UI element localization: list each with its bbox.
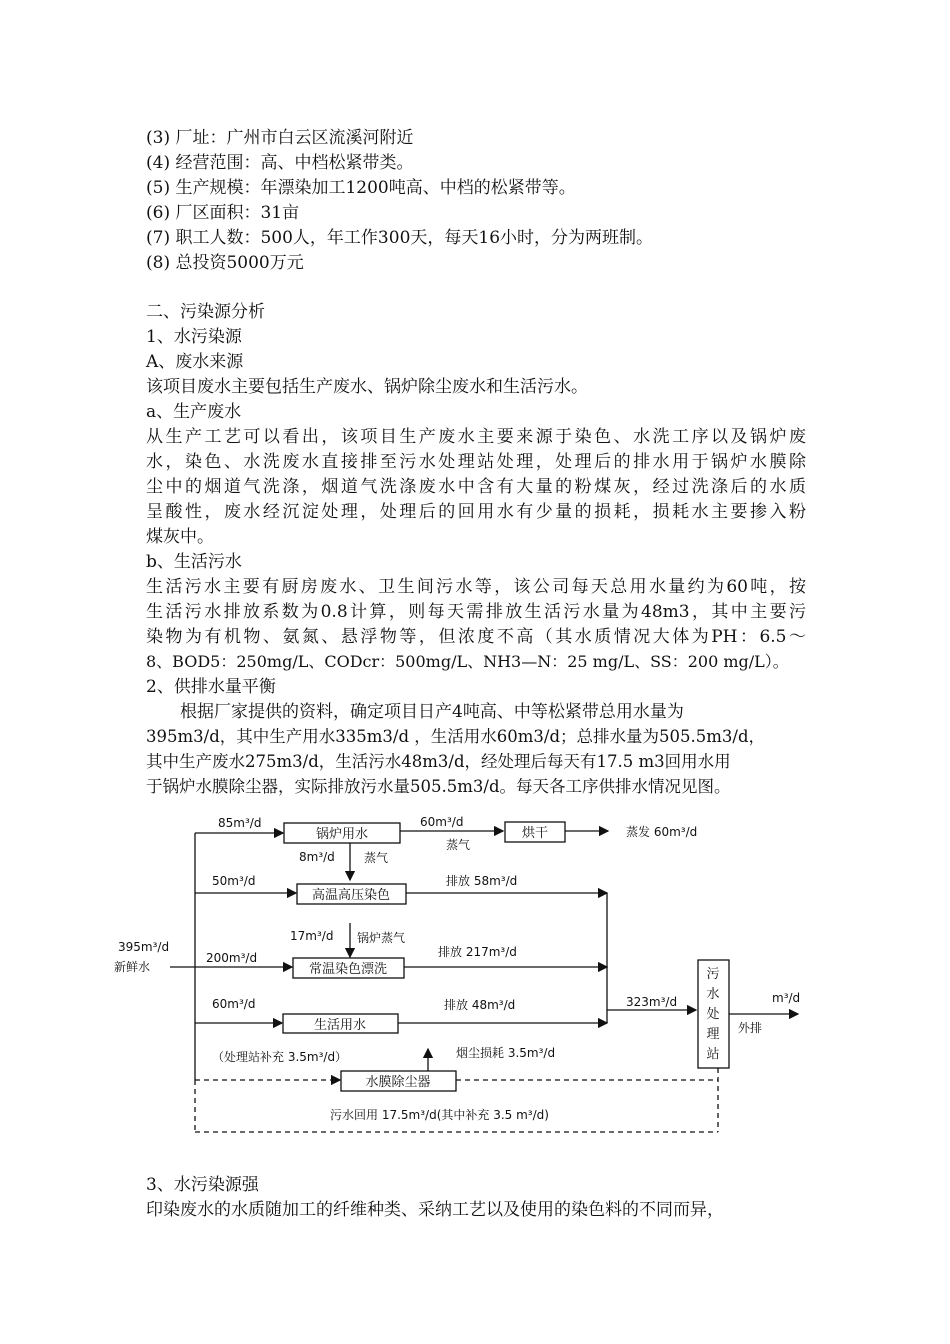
label-station-supplement: （处理站补充 3.5m³/d） [212,1050,348,1064]
label-out-60: 60m³/d [420,815,464,829]
box-domestic-water [283,1014,398,1033]
station-char: 理 [706,1027,720,1042]
subheading-water-balance: 2、供排水量平衡 [146,677,276,697]
label-out-unit: m³/d [772,991,801,1005]
box-scrubber-label: 水膜除尘器 [365,1075,431,1090]
label-in-200: 200m³/d [206,951,258,965]
info-line-4: (4) 经营范围：高、中档松紧带类。 [146,153,414,173]
info-line-3: (3) 厂址：广州市白云区流溪河附近 [146,128,414,148]
station-char: 处 [706,1007,720,1022]
production-paragraph-line: 煤灰中。 [146,527,214,547]
label-discharge-48: 排放 48m³/d [444,998,516,1012]
balance-paragraph-line: 395m3/d，其中生产用水335m3/d ，生活用水60m3/d；总排水量为505.5m3/d， [146,727,766,746]
info-line-6: (6) 厂区面积：31亩 [146,203,300,223]
station-char: 污 [706,967,720,982]
box-treatment-station [698,960,729,1068]
label-total-395: 395m³/d [118,940,170,954]
wastewater-intro: 该项目废水主要包括生产废水、锅炉除尘废水和生活污水。 [146,377,588,397]
label-17: 17m³/d [290,929,334,943]
domestic-paragraph-line: 生活污水排放系数为0.8计算，则每天需排放生活污水量为48m3，其中主要污 [146,602,806,622]
subheading-production-wastewater: a、生产废水 [146,402,242,422]
balance-paragraph-line: 根据厂家提供的资料，确定项目日产4吨高、中等松紧带总用水量为 [180,702,684,722]
box-domestic-label: 生活用水 [313,1018,367,1033]
box-normal-dyeing [293,958,404,978]
domestic-paragraph-line: 8、BOD5：250mg/L、CODcr：500mg/L、NH3—N：25 mg/L、SS：200 mg/L）。 [146,652,789,671]
box-scrubber [341,1071,456,1091]
production-paragraph-line: 尘中的烟道气洗涤，烟道气洗涤废水中含有大量的粉煤灰，经过洗涤后的水质 [146,477,806,497]
box-boiler-label: 锅炉用水 [315,827,369,842]
box-high-temp-dyeing [297,884,406,904]
station-char: 水 [706,987,720,1002]
box-dryer-label: 烘干 [521,826,549,841]
label-dust-loss: 烟尘损耗 3.5m³/d [456,1046,556,1060]
label-discharge-217: 排放 217m³/d [438,945,517,959]
label-recycle: 污水回用 17.5m³/d(其中补充 3.5 m³/d) [330,1108,549,1122]
subheading-wastewater-source: A、废水来源 [146,352,244,372]
label-to-station-323: 323m³/d [626,995,678,1009]
subheading-domestic-sewage: b、生活污水 [146,552,242,572]
balance-paragraph-line: 于锅炉水膜除尘器，实际排放污水量505.5m3/d。每天各工序供排水情况见图。 [146,777,731,796]
label-evaporation: 蒸发 60m³/d [626,825,698,839]
section-heading: 二、污染源分析 [146,302,265,322]
label-discharge-58: 排放 58m³/d [446,874,518,888]
label-fresh-water: 新鲜水 [114,960,151,974]
info-line-8: (8) 总投资5000万元 [146,253,304,273]
section3-paragraph-line: 印染废水的水质随加工的纤维种类、采纳工艺以及使用的染色料的不同而异， [146,1200,724,1220]
label-in-85: 85m³/d [218,816,262,830]
subheading-pollution-intensity: 3、水污染源强 [146,1175,259,1195]
label-in-60: 60m³/d [212,997,256,1011]
box-normal-label: 常温染色漂洗 [308,962,388,977]
station-char: 站 [706,1047,720,1062]
subheading-water-source: 1、水污染源 [146,327,242,347]
label-steam-2: 蒸气 [364,851,389,865]
label-steam: 蒸气 [446,838,471,852]
balance-paragraph-line: 其中生产废水275m3/d，生活污水48m3/d，经处理后每天有17.5 m3回用水用 [146,752,731,771]
info-line-5: (5) 生产规模：年漂染加工1200吨高、中档的松紧带等。 [146,178,576,198]
label-in-50: 50m³/d [212,874,256,888]
info-line-7: (7) 职工人数：500人，年工作300天，每天16小时，分为两班制。 [146,228,654,248]
label-8: 8m³/d [299,850,335,864]
box-boiler-water [284,823,400,843]
label-boiler-steam: 锅炉蒸气 [357,931,406,945]
domestic-paragraph-line: 染物为有机物、氨氮、悬浮物等，但浓度不高（其水质情况大体为PH：6.5～ [146,627,806,647]
box-dryer [505,822,565,842]
label-external-discharge: 外排 [738,1021,763,1035]
box-high-temp-label: 高温高压染色 [311,888,391,903]
production-paragraph-line: 呈酸性，废水经沉淀处理，处理后的回用水有少量的损耗，损耗水主要掺入粉 [146,502,806,522]
production-paragraph-line: 水，染色、水洗废水直接排至污水处理站处理，处理后的排水用于锅炉水膜除 [146,452,806,472]
domestic-paragraph-line: 生活污水主要有厨房废水、卫生间污水等，该公司每天总用水量约为60吨，按 [146,577,806,597]
water-balance-diagram [0,800,950,1145]
production-paragraph-line: 从生产工艺可以看出，该项目生产废水主要来源于染色、水洗工序以及锅炉废 [146,427,806,447]
